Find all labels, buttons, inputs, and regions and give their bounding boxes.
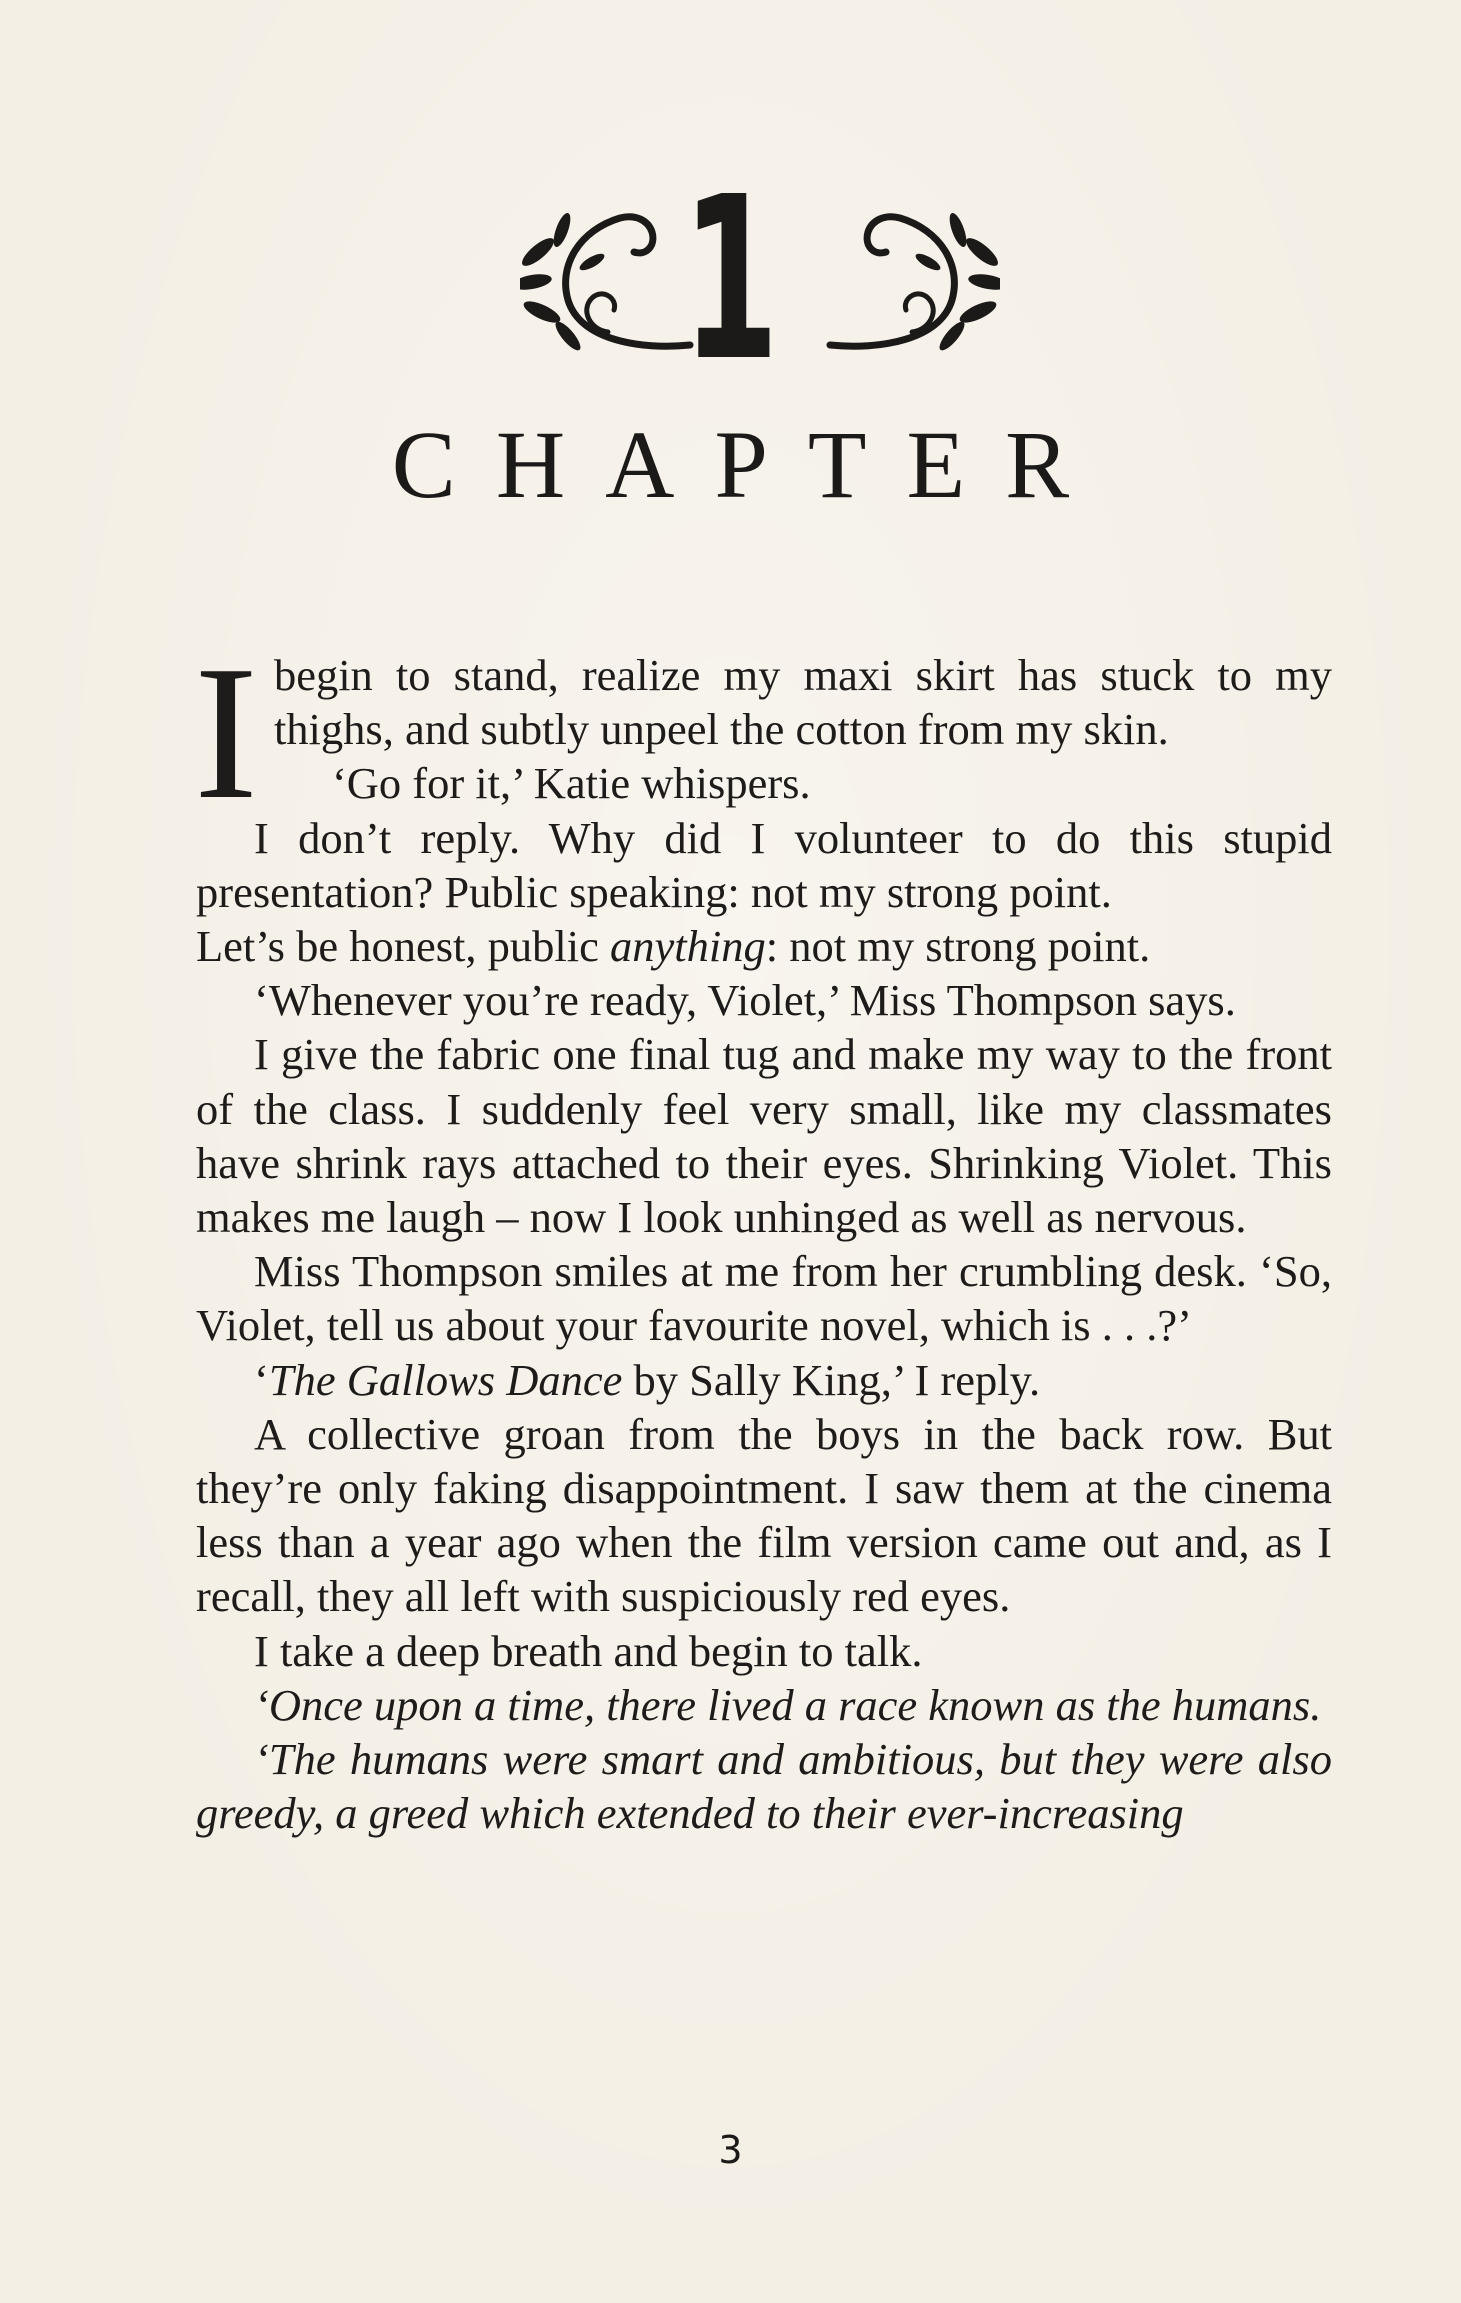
page-number: 3 (718, 2128, 743, 2172)
paragraph-5: I give the fabric one final tug and make my way to the front of the class. I suddenly feel very small, like my classmates have shrink rays attached to their eyes. Shrinking Violet. This makes me laugh – now I look unhinged as well as nervous. (196, 1029, 1332, 1243)
paragraph-3: I don’t reply. Why did I volunteer to do this stupid presentation? Public speaking: not my strong point. (196, 812, 1332, 917)
paragraph-7: ‘The Gallows Dance by Sally King,’ I reply. (254, 1354, 1041, 1405)
chapter-heading: CHAPTER (391, 411, 1110, 518)
paragraph-10: ‘Once upon a time, there lived a race known as the humans. (254, 1679, 1322, 1730)
paragraph-4: ‘Whenever you’re ready, Violet,’ Miss Thompson says. (254, 975, 1236, 1026)
paragraph-11: ‘The humans were smart and ambitious, but they were also greedy, a greed which extended to their ever-increasing (196, 1734, 1332, 1839)
paragraph-1: I begin to stand, realize my maxi skirt has stuck to my thighs, and subtly unpeel the cotton from my skin. (194, 626, 1332, 839)
drop-cap: I (194, 626, 258, 839)
paragraph-8: A collective groan from the boys in the back row. But they’re only faking disappointment. I saw them at the cinema less than a year ago when the film version came out and, as I recall, they all left with suspiciously red eyes. (196, 1408, 1332, 1622)
paragraph-6: Miss Thompson smiles at me from her crumbling desk. ‘So, Violet, tell us about your favourite novel, which is . . .?’ (196, 1246, 1332, 1351)
paragraph-3-cont: Let’s be honest, public anything: not my strong point. (196, 921, 1151, 972)
chapter-number: 1 (681, 149, 780, 411)
paragraph-9: I take a deep breath and begin to talk. (254, 1625, 923, 1676)
body-text (194, 626, 1332, 1840)
paragraph-2: ‘Go for it,’ Katie whispers. (331, 758, 811, 809)
